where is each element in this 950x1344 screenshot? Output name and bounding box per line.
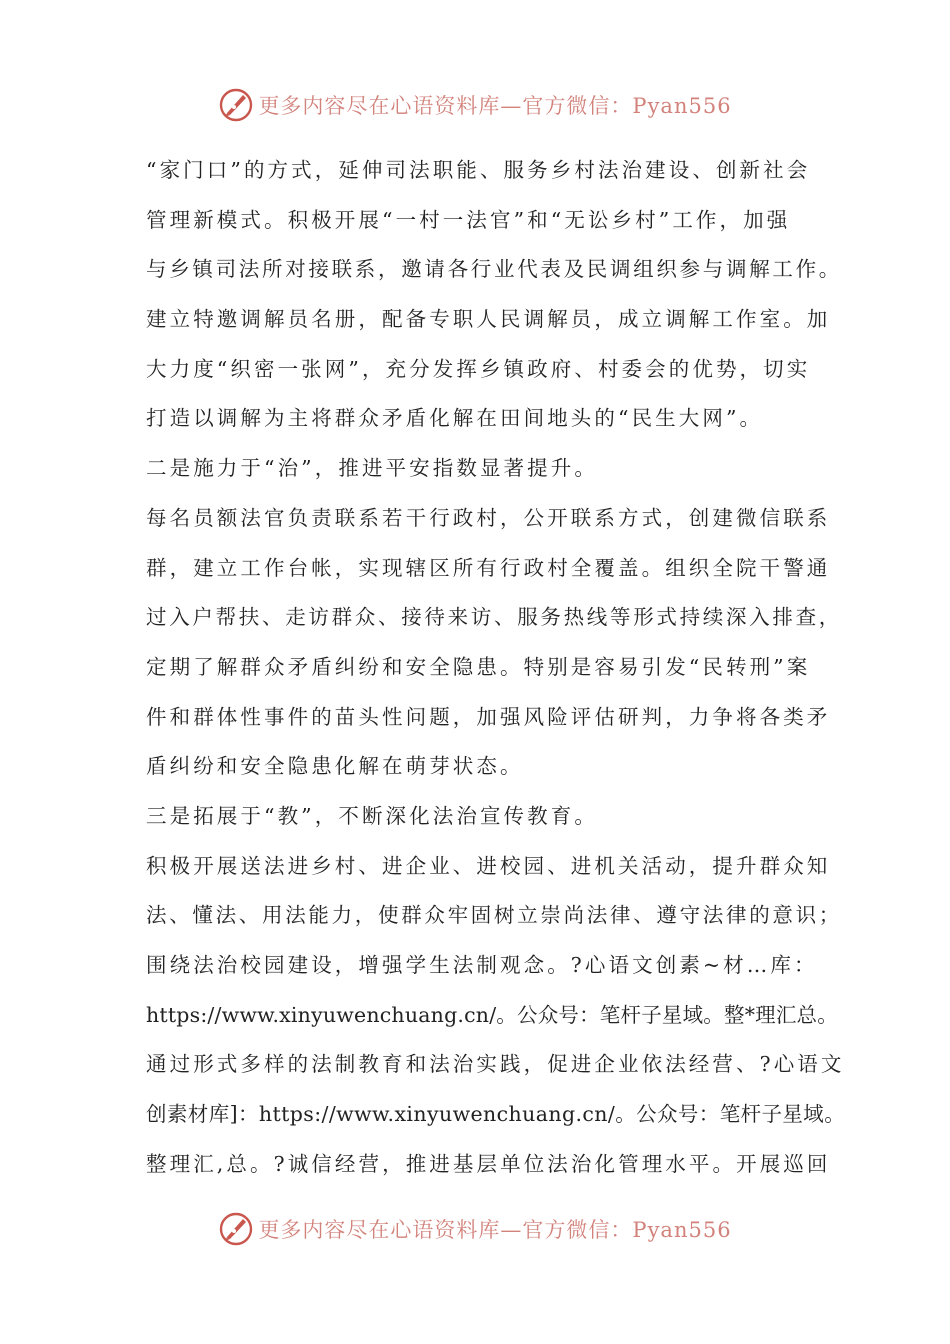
text-line: 与乡镇司法所对接联系，邀请各行业代表及民调组织参与调解工作。 — [146, 257, 842, 282]
header-watermark-banner — [0, 80, 950, 130]
text-line: 群，建立工作台帐，实现辖区所有行政村全覆盖。组织全院干警通 — [146, 555, 831, 580]
text-line: 管理新模式。积极开展“一村一法官”和“无讼乡村”工作，加强 — [146, 207, 791, 232]
footer-watermark-banner — [0, 1204, 950, 1254]
text-line: 盾纠纷和安全隐患化解在萌芽状态。 — [146, 754, 524, 779]
quill-logo-icon — [218, 1211, 254, 1247]
section-heading: 三是拓展于“教”，不断深化法治宣传教育。 — [146, 803, 598, 828]
text-line-url: 创素材库]：https://www.xinyuwenchuang.cn/。公众号：笔杆子星域。 — [146, 1102, 846, 1127]
text-line-url: https://www.xinyuwenchuang.cn/。公众号：笔杆子星域。整*理汇总。 — [146, 1002, 838, 1027]
text-line: 围绕法治校园建设，增强学生法制观念。?心语文创素~材…库： — [146, 953, 818, 977]
section-heading: 二是施力于“治”，推进平安指数显著提升。 — [146, 456, 598, 481]
quill-logo-icon — [218, 87, 254, 123]
text-line: 建立特邀调解员名册，配备专职人民调解员，成立调解工作室。加 — [146, 307, 831, 332]
watermark-text: 更多内容尽在心语资料库—官方微信：Pyan556 — [258, 1218, 732, 1242]
text-line: 法、懂法、用法能力，使群众牢固树立崇尚法律、遵守法律的意识； — [146, 903, 842, 928]
text-line: “家门口”的方式，延伸司法职能、服务乡村法治建设、创新社会 — [146, 158, 811, 182]
text-line: 打造以调解为主将群众矛盾化解在田间地头的“民生大网”。 — [146, 406, 764, 431]
text-line: 通过形式多样的法制教育和法治实践，促进企业依法经营、?心语文 — [146, 1052, 845, 1077]
watermark-text: 更多内容尽在心语资料库—官方微信：Pyan556 — [258, 94, 732, 118]
document-body — [146, 146, 846, 1189]
text-line: 定期了解群众矛盾纠纷和安全隐患。特别是容易引发“民转刑”案 — [146, 654, 811, 679]
text-line: 积极开展送法进乡村、进企业、进校园、进机关活动，提升群众知 — [146, 853, 831, 878]
text-line: 过入户帮扶、走访群众、接待来访、服务热线等形式持续深入排查， — [146, 605, 842, 630]
text-line: 件和群体性事件的苗头性问题，加强风险评估研判，力争将各类矛 — [146, 704, 831, 729]
text-line: 整理汇,总。?诚信经营，推进基层单位法治化管理水平。开展巡回 — [146, 1151, 831, 1176]
text-line: 每名员额法官负责联系若干行政村，公开联系方式，创建微信联系 — [146, 505, 831, 530]
text-line: 大力度“织密一张网”，充分发挥乡镇政府、村委会的优势，切实 — [146, 356, 811, 381]
